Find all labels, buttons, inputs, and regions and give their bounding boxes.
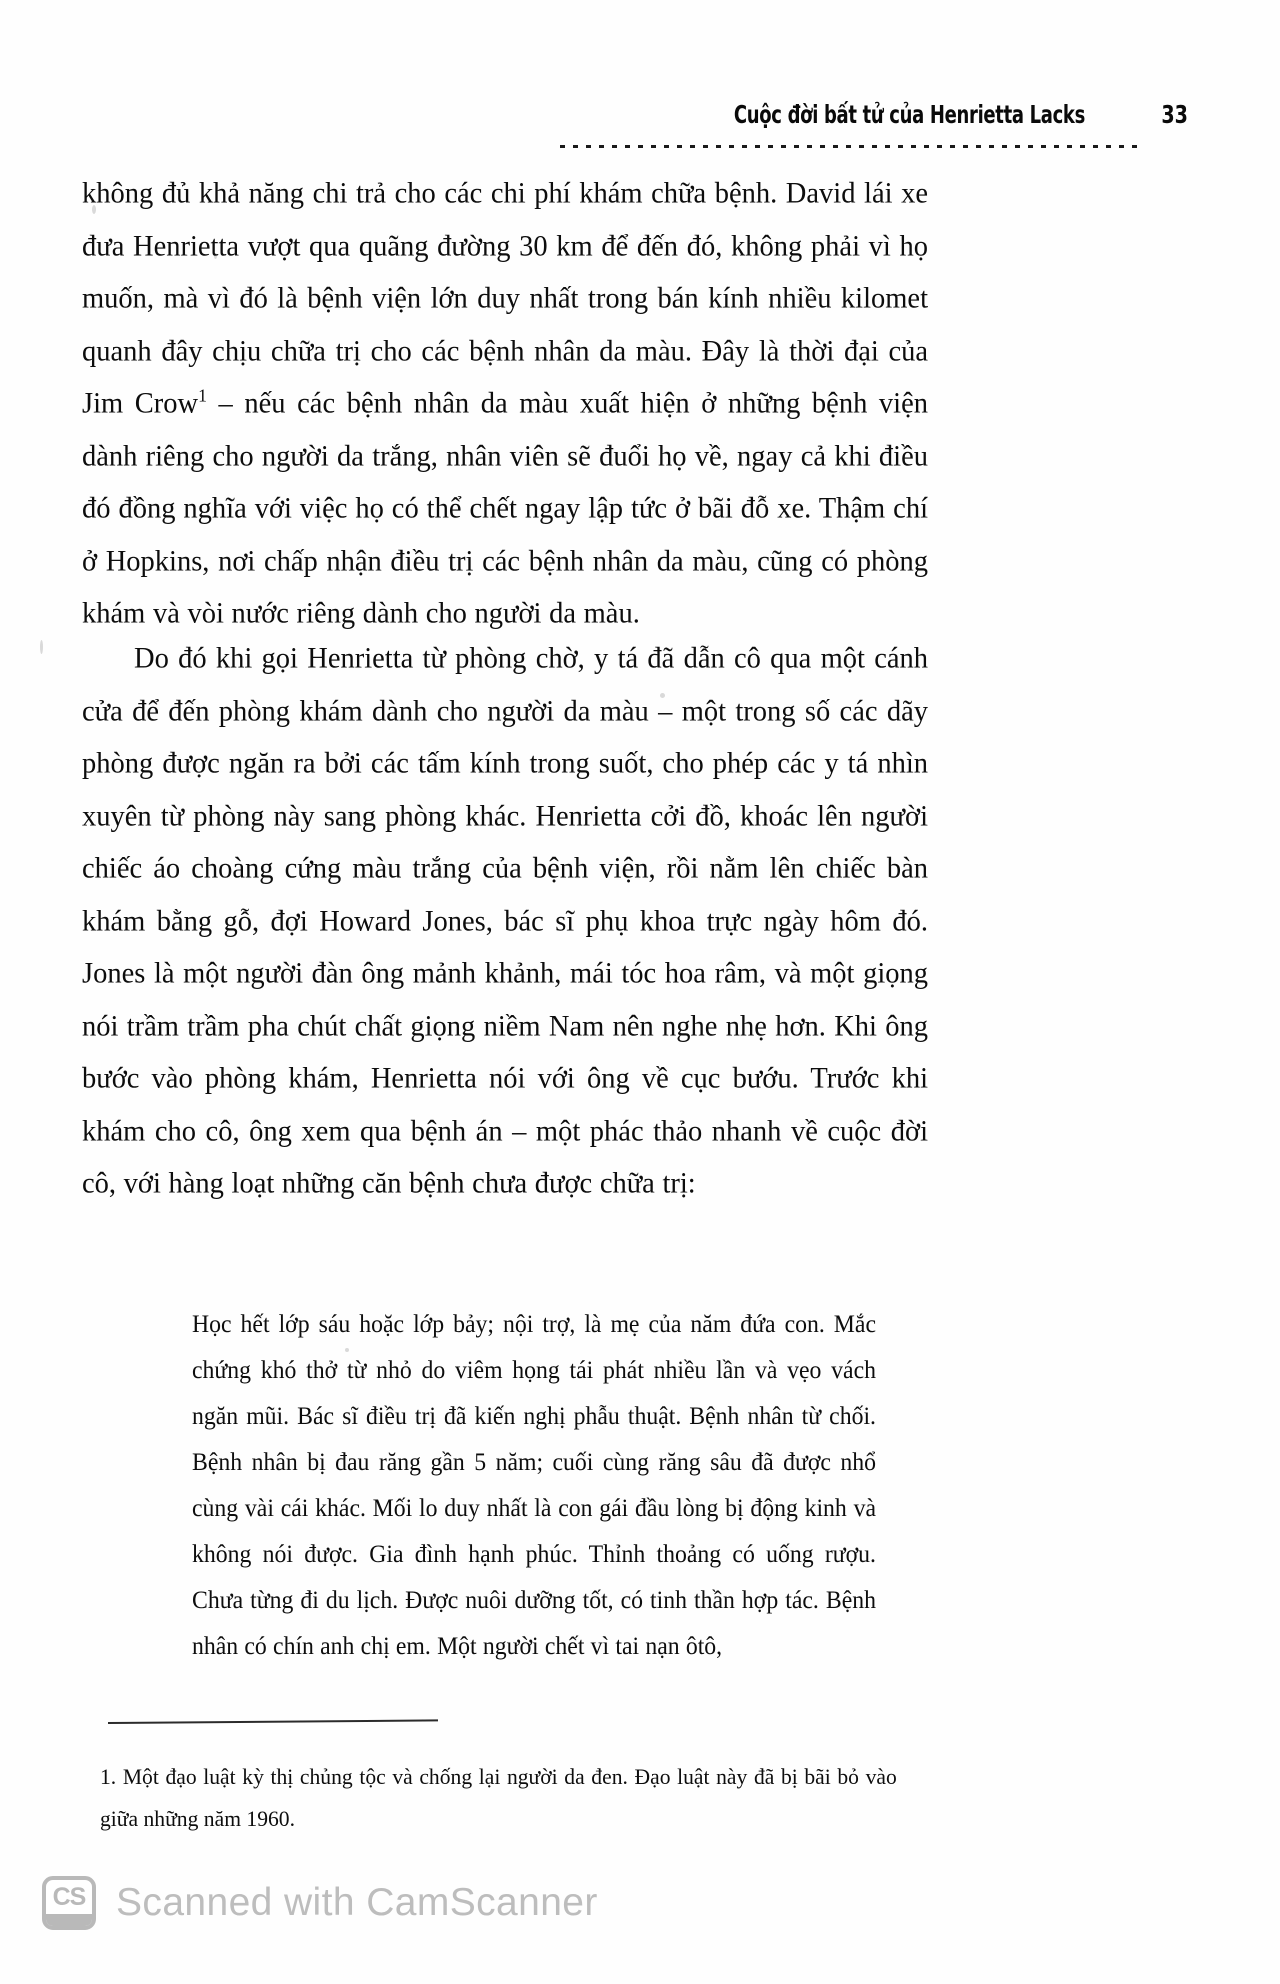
body-text-column <box>82 168 928 1200</box>
scan-speck <box>40 640 43 654</box>
camscanner-logo-text: CS <box>52 1883 86 1911</box>
camscanner-logo-icon <box>42 1876 96 1930</box>
camscanner-watermark <box>42 1876 598 1930</box>
paragraph-1-continued: – nếu các bệnh nhân da màu xuất hiện ở những bệnh viện dành riêng cho người da trắng, nhân viên sẽ đuổi họ về, ngay cả khi điều đó đồng nghĩa với việc họ có thể chết ngay lập tức ở bãi đỗ xe. Thậm chí ở Hopkins, nơi chấp nhận điều trị các bệnh nhân da màu, cũng có phòng khám và vòi nước riêng dành cho người da màu. <box>82 387 928 630</box>
page-number: 33 <box>1161 100 1188 129</box>
running-head-title: Cuộc đời bất tử của Henrietta Lacks <box>733 100 1085 129</box>
extract-text: Học hết lớp sáu hoặc lớp bảy; nội trợ, là mẹ của năm đứa con. Mắc chứng khó thở từ nhỏ do viêm họng tái phát nhiều lần và vẹo vách ngăn mũi. Bác sĩ điều trị đã kiến nghị phẫu thuật. Bệnh nhân từ chối. Bệnh nhân bị đau răng gần 5 năm; cuối cùng răng sâu đã được nhổ cùng vài cái khác. Mối lo duy nhất là con gái đầu lòng bị động kinh và không nói được. Gia đình hạnh phúc. Thỉnh thoảng có uống rượu. Chưa từng đi du lịch. Được nuôi dưỡng tốt, có tinh thần hợp tác. Bệnh nhân có chín anh chị em. Một người chết vì tai nạn ôtô, <box>192 1311 876 1660</box>
extract-block <box>192 1302 912 1670</box>
footnote-separator-rule <box>108 1719 438 1724</box>
camscanner-label: Scanned with CamScanner <box>116 1881 598 1924</box>
footnote-text: 1. Một đạo luật kỳ thị chủng tộc và chống lại người da đen. Đạo luật này đã bị bãi bỏ vào giữa những năm 1960. <box>100 1764 897 1831</box>
paragraph-2: Do đó khi gọi Henrietta từ phòng chờ, y tá đã dẫn cô qua một cánh cửa để đến phòng khám dành cho người da màu – một trong số các dãy phòng được ngăn ra bởi các tấm kính trong suốt, cho phép các y tá nhìn xuyên từ phòng này sang phòng khác. Henrietta cởi đồ, khoác lên người chiếc áo choàng cứng màu trắng của bệnh viện, rồi nằm lên chiếc bàn khám bằng gỗ, đợi Howard Jones, bác sĩ phụ khoa trực ngày hôm đó. Jones là một người đàn ông mảnh khảnh, mái tóc hoa râm, và một giọng nói trầm trầm pha chút chất giọng niềm Nam nên nghe nhẹ hơn. Khi ông bước vào phòng khám, Henrietta nói với ông về cục bướu. Trước khi khám cho cô, ông xem qua bệnh án – một phác thảo nhanh về cuộc đời cô, với hàng loạt những căn bệnh chưa được chữa trị: <box>82 641 928 1200</box>
footnote-marker-1[interactable]: 1 <box>198 384 207 406</box>
paragraph-1 <box>82 168 928 641</box>
running-head-dotted-rule <box>560 145 1140 148</box>
paragraph-1-text: không đủ khả năng chi trả cho các chi phí khám chữa bệnh. David lái xe đưa Henrietta vượt qua quãng đường 30 km để đến đó, không phải vì họ muốn, mà vì đó là bệnh viện lớn duy nhất trong bán kính nhiều kilomet quanh đây chịu chữa trị cho các bệnh nhân da màu. Đây là thời đại của Jim Crow <box>82 177 928 420</box>
running-head <box>80 100 1210 146</box>
footnote-block <box>100 1756 930 1840</box>
camscanner-logo-bar <box>46 1914 92 1926</box>
